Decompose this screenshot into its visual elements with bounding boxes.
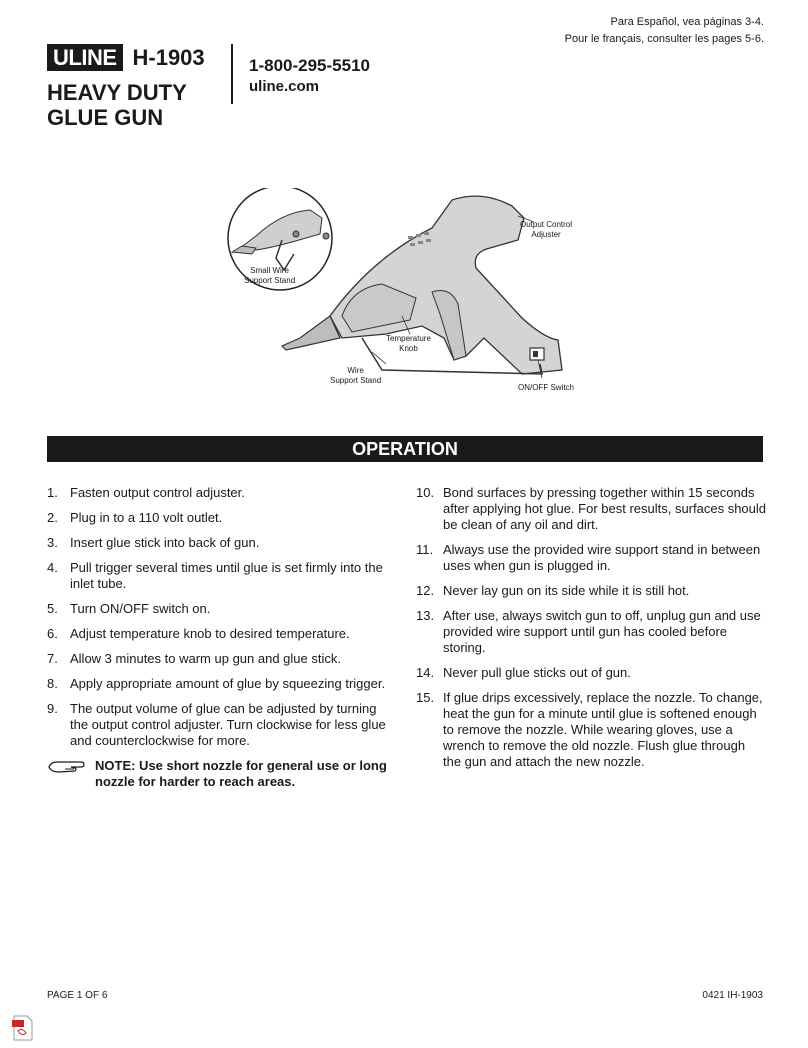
step-text: Adjust temperature knob to desired temperature.: [70, 626, 350, 641]
step-number: 3.: [47, 535, 58, 550]
step-text: Fasten output control adjuster.: [70, 485, 245, 500]
list-item: [416, 583, 766, 599]
pointing-hand-icon: [47, 758, 95, 790]
language-note: [565, 14, 764, 48]
step-text: Pull trigger several times until glue is set firmly into the inlet tube.: [70, 560, 383, 591]
wire-stand-label-line1: Wire: [347, 366, 364, 375]
website: uline.com: [249, 78, 320, 95]
step-text: Allow 3 minutes to warm up gun and glue stick.: [70, 651, 341, 666]
step-text: The output volume of glue can be adjusted by turning the output control adjuster. Turn clockwise for less glue and counterclockwise for more.: [70, 701, 386, 748]
step-text: Bond surfaces by pressing together within 15 seconds after applying hot glue. For best results, surfaces should be clean of any oil and dirt.: [443, 485, 767, 532]
list-item: [416, 485, 766, 533]
steps-right-column: [416, 485, 766, 779]
temperature-knob-label: [386, 334, 431, 354]
step-number: 11.: [416, 542, 434, 557]
wire-stand-label: [330, 366, 381, 386]
title-line-2: GLUE GUN: [47, 105, 164, 130]
step-number: 14.: [416, 665, 435, 680]
step-number: 2.: [47, 510, 58, 525]
product-title: [47, 80, 187, 130]
small-wire-label: [244, 266, 295, 286]
step-number: 13.: [416, 608, 435, 623]
list-item: [416, 690, 766, 770]
output-control-label: [520, 220, 572, 240]
steps-left-column: [47, 485, 397, 790]
list-item: [416, 665, 766, 681]
wire-stand-label-line2: Support Stand: [330, 376, 382, 385]
step-text: Never lay gun on its side while it is still hot.: [443, 583, 690, 598]
list-item: [47, 535, 397, 551]
step-number: 8.: [47, 676, 58, 691]
step-number: 9.: [47, 701, 58, 716]
french-note: Pour le français, consulter les pages 5-6.: [564, 33, 764, 45]
list-item: [47, 651, 397, 667]
document-code: 0421 IH-1903: [702, 990, 763, 1001]
list-item: [47, 676, 397, 692]
step-number: 5.: [47, 601, 58, 616]
step-text: After use, always switch gun to off, unplug gun and use provided wire support until gun has cooled before storing.: [443, 608, 761, 655]
step-text: Always use the provided wire support stand in between uses when gun is plugged in.: [443, 542, 761, 573]
list-item: [47, 601, 397, 617]
step-number: 7.: [47, 651, 58, 666]
list-item: [47, 485, 397, 501]
list-item: [416, 542, 766, 574]
step-text: Turn ON/OFF switch on.: [70, 601, 211, 616]
step-number: 6.: [47, 626, 58, 641]
glue-gun-diagram: [222, 188, 592, 398]
contact-info: [249, 55, 370, 97]
model-number: H-1903: [132, 44, 205, 70]
small-wire-label-line2: Support Stand: [244, 276, 296, 285]
step-text: Plug in to a 110 volt outlet.: [70, 510, 223, 525]
step-number: 12.: [416, 583, 435, 598]
brand: [47, 44, 205, 71]
list-item: [47, 510, 397, 526]
output-control-label-line2: Adjuster: [531, 230, 561, 239]
step-text: Apply appropriate amount of glue by squeezing trigger.: [70, 676, 386, 691]
temperature-label-line1: Temperature: [386, 334, 431, 343]
title-line-1: HEAVY DUTY: [47, 80, 187, 105]
uline-logo: ULINE: [47, 44, 123, 71]
step-number: 15.: [416, 690, 435, 705]
phone-number: 1-800-295-5510: [249, 56, 370, 75]
list-item: [416, 608, 766, 656]
temperature-label-line2: Knob: [399, 344, 418, 353]
step-number: 10.: [416, 485, 435, 500]
step-text: If glue drips excessively, replace the nozzle. To change, heat the gun for a minute until glue is softened enough to remove the nozzle. While wearing gloves, use a wrench to remove the old nozzle. Flush glue through the gun and attach the new nozzle.: [443, 690, 763, 769]
small-wire-label-line1: Small Wire: [250, 266, 289, 275]
page-number: PAGE 1 OF 6: [47, 990, 108, 1001]
list-item: [47, 701, 397, 749]
pdf-icon: [12, 1015, 34, 1041]
note-block: [47, 758, 397, 790]
section-heading: OPERATION: [47, 436, 763, 462]
note-text: NOTE: Use short nozzle for general use or long nozzle for harder to reach areas.: [95, 758, 387, 789]
step-text: Insert glue stick into back of gun.: [70, 535, 260, 550]
header-divider: [231, 44, 233, 104]
step-number: 4.: [47, 560, 58, 575]
spanish-note: Para Español, vea páginas 3-4.: [610, 16, 764, 28]
output-control-label-line1: Output Control: [520, 220, 573, 229]
list-item: [47, 626, 397, 642]
list-item: [47, 560, 397, 592]
onoff-switch-label: ON/OFF Switch: [518, 383, 575, 392]
step-text: Never pull glue sticks out of gun.: [443, 665, 631, 680]
step-number: 1.: [47, 485, 58, 500]
